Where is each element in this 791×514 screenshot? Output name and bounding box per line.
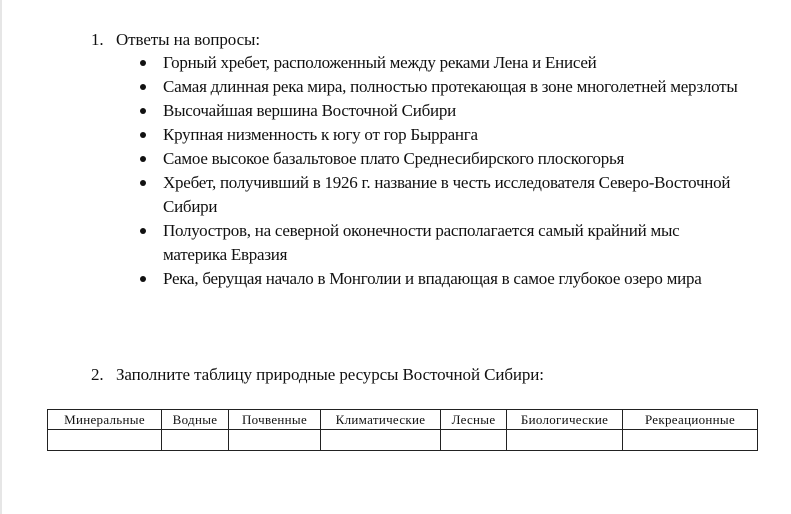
question-2-heading (91, 365, 544, 385)
column-header-forest: Лесные (441, 410, 507, 430)
question-1-bullet-list (137, 51, 747, 291)
question-1-title: Ответы на вопросы: (116, 30, 260, 49)
question-1-number: 1. (91, 30, 104, 49)
natural-resources-table (47, 409, 758, 451)
table-cell[interactable] (507, 430, 623, 451)
column-header-water: Водные (162, 410, 229, 430)
list-item: Самое высокое базальтовое плато Среднесибирского плоскогорья (137, 147, 747, 171)
table-cell[interactable] (441, 430, 507, 451)
column-header-climate: Климатические (321, 410, 441, 430)
table-cell[interactable] (162, 430, 229, 451)
list-item: Река, берущая начало в Монголии и впадающая в самое глубокое озеро мира (137, 267, 747, 291)
table-cell[interactable] (229, 430, 321, 451)
column-header-biological: Биологические (507, 410, 623, 430)
column-header-recreational: Рекреационные (623, 410, 758, 430)
table-row (48, 430, 758, 451)
question-2-number: 2. (91, 365, 104, 384)
table-header-row (48, 410, 758, 430)
table-cell[interactable] (48, 430, 162, 451)
list-item: Хребет, получивший в 1926 г. название в честь исследователя Северо-Восточной Сибири (137, 171, 747, 219)
question-1-heading (91, 30, 260, 50)
page-left-edge (0, 0, 2, 514)
column-header-mineral: Минеральные (48, 410, 162, 430)
column-header-soil: Почвенные (229, 410, 321, 430)
question-2-title: Заполните таблицу природные ресурсы Восточной Сибири: (116, 365, 544, 384)
list-item: Крупная низменность к югу от гор Бырранга (137, 123, 747, 147)
table-cell[interactable] (321, 430, 441, 451)
list-item: Самая длинная река мира, полностью протекающая в зоне многолетней мерзлоты (137, 75, 747, 99)
list-item: Полуостров, на северной оконечности располагается самый крайний мыс материка Евразия (137, 219, 747, 267)
list-item: Высочайшая вершина Восточной Сибири (137, 99, 747, 123)
list-item: Горный хребет, расположенный между реками Лена и Енисей (137, 51, 747, 75)
table-cell[interactable] (623, 430, 758, 451)
